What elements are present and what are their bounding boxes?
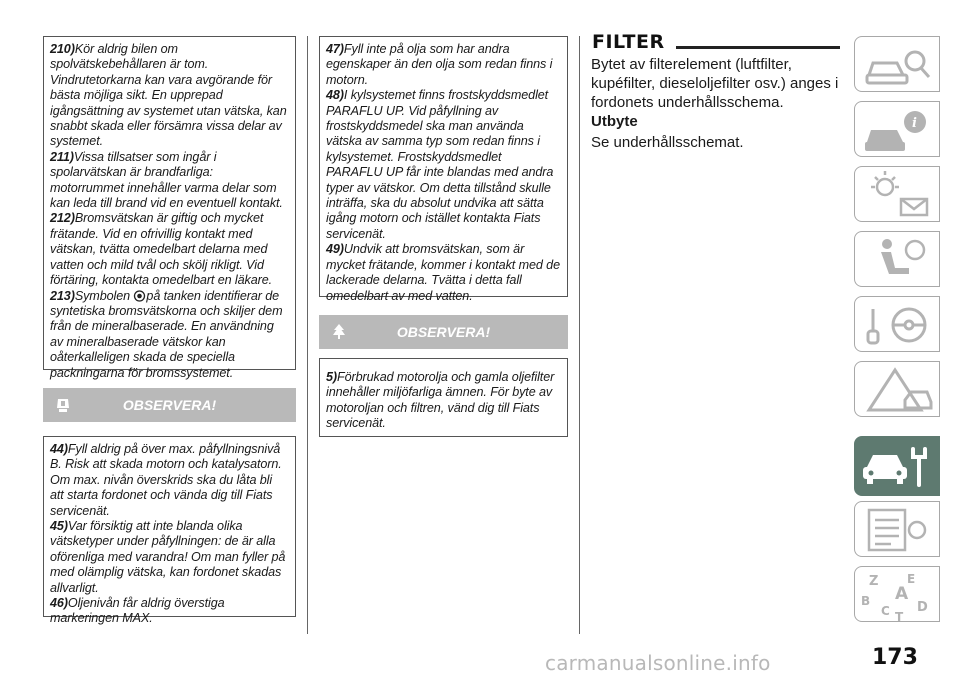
tab-car-info[interactable] [854,101,940,157]
note-46: 46)Oljenivån får aldrig överstiga markeringen MAX. [50,596,225,626]
key-steering-wheel-icon [855,297,941,353]
car-info-icon [855,102,941,158]
environment-tree-icon [331,323,347,341]
note-210: 210)Kör aldrig bilen om spolvätskebehållaren är tom. Vindrutetorkarna kan vara avgörande för bästa möjliga sikt. En upprepad igångsättning av systemet utan vätska, kan snabbt skada eller försämra vissa delar av systemet. [50,42,287,149]
section-heading: FILTER [592,31,665,53]
observera-banner-middle [319,315,568,349]
caution-notes-list [320,37,567,304]
tab-emergency[interactable] [854,361,940,417]
svg-text:Z: Z [869,574,879,589]
caution-notes-box-left [43,436,296,626]
note-213: 213)Symbolen på tanken identifierar de syntetiska bromsvätskorna och skiljer dem från de mineralbaserade. En användning av mineralbaserade vätskor kan oåterkalleligen skada de speciella packningarna för bromssystemet. [50,288,283,380]
watermark: carmanualsonline.info [545,651,771,675]
warning-notes-box-left [43,36,296,380]
caution-notes-box-middle [319,36,568,303]
svg-text:B: B [861,594,871,608]
filter-paragraph: Bytet av filterelement (luftfilter, kupéfilter, dieseloljefilter osv.) anges i fordonets underhållsschema. [591,56,839,111]
svg-text:i: i [912,116,917,131]
note-212: 212)Bromsvätskan är giftig och mycket frätande. Vid en ofrivillig kontakt med vätskan, tvätta omedelbart delarna med vatten och mild tvål och skölj rikligt. Vid förtäring, kontakta omedelbart en läkare. [50,211,273,288]
environment-notes-list [320,359,567,432]
specifications-list-icon [855,502,941,558]
tab-starting-driving[interactable] [854,296,940,352]
note-49: 49)Undvik att bromsvätskan, som är mycket frätande, kommer i kontakt med de lackerade delarna. Tvätta i detta fall omedelbart av med vatten. [326,242,560,303]
svg-text:A: A [895,584,909,604]
page-number: 173 [872,645,918,670]
brake-fluid-symbol-icon [133,290,146,302]
tab-technical-data[interactable] [854,501,940,557]
environment-notes-box-middle [319,358,568,437]
warning-triangle-car-icon [855,362,941,418]
note-48: 48)I kylsystemet finns frostskyddsmedlet PARAFLU UP. Vid påfyllning av frostskyddsmedel ska man använda vätska av samma typ som redan finns i kylsystemet. Frostskyddsmedlet PARAFLU UP får inte blandas med andra typer av vätskor. Om detta tillstånd skulle inträffa, ska du absolut undvika att sätta igång motorn och istället kontakta Fiats servicenät. [326,88,554,241]
note-45: 45)Var försiktig att inte blanda olika vätsketyper under påfyllningen: de är alla oförenliga med varandra! Om man fyller på med olämplig vätska, kan fordonet skadas allvarligt. [50,519,286,595]
svg-text:C: C [881,604,890,618]
notes-list [44,37,295,381]
note-44: 44)Fyll aldrig på över max. påfyllningsnivå B. Risk att skada motorn och katalysatorn. Om max. nivån överskrids ska du låta bli att starta fordonet och vända dig till Fiats servicenät. [50,442,282,518]
heading-rule [676,46,840,49]
svg-text:D: D [917,600,928,615]
note-47: 47)Fyll inte på olja som har andra egenskaper än den olja som redan finns i motorn. [326,42,553,87]
tab-safety[interactable] [854,231,940,287]
alphabetical-index-icon [855,567,941,623]
column-divider-1 [307,36,308,634]
replacement-paragraph: Se underhållsschemat. [591,134,744,151]
note-211: 211)Vissa tillsatser som ingår i spolarvätskan är brandfarliga: motorrummet innehåller varma delar som kan leda till brand vid en eventuell kontakt. [50,149,283,211]
svg-text:T: T [895,610,904,623]
observera-label: OBSERVERA! [396,324,491,340]
observera-label: OBSERVERA! [122,397,217,413]
caution-notes-list [44,437,295,627]
observera-banner-left [43,388,296,422]
warning-lights-message-icon [855,167,941,223]
car-magnifier-icon [855,37,941,93]
tab-index[interactable] [854,566,940,622]
tab-maintenance[interactable] [854,436,940,496]
engine-oil-warning-icon [55,396,71,414]
seat-airbag-icon [855,232,941,288]
tab-warning-lights[interactable] [854,166,940,222]
svg-text:E: E [907,572,916,586]
column-divider-2 [579,36,580,634]
car-wrench-icon [855,437,941,497]
tab-car-overview[interactable] [854,36,940,92]
subheading: Utbyte [591,113,638,130]
note-5: 5)Förbrukad motorolja och gamla oljefilter innehåller miljöfarliga ämnen. För byte av motoroljan och filtren, vänd dig till Fiats servicenät. [326,370,555,431]
